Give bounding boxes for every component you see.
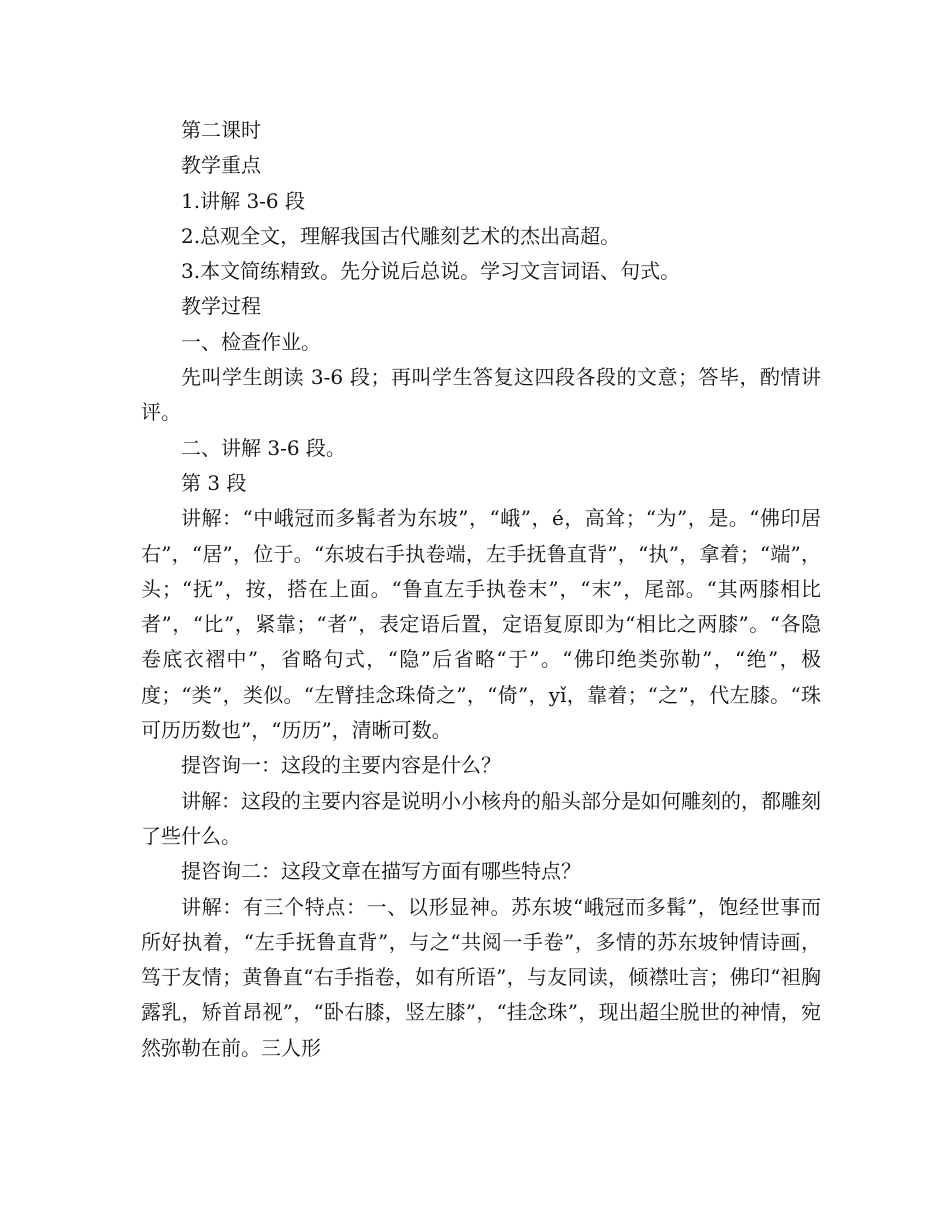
document-page [141,113,821,1066]
paragraph: 讲解：有三个特点：一、以形显神。苏东坡“峨冠而多髯”，饱经世事而所好执着，“左手抚鲁直背”，与之“共阅一手卷”，多情的苏东坡钟情诗画，笃于友情；黄鲁直“右手指卷，如有所语”，与友同读，倾襟吐言；佛印“袒胸露乳，矫首昂视”，“卧右膝，竖左膝”，“挂念珠”，现出超尘脱世的神情，宛然弥勒在前。三人形 [141,894,821,1060]
question: 提咨询二：这段文章在描写方面有哪些特点？ [181,859,581,884]
lesson-heading: 第二课时 [181,118,261,142]
paragraph: 讲解：“中峨冠而多髯者为东坡”，“峨”，é，高耸；“为”，是。“佛印居右”，“居”，位于。“东坡右手执卷端，左手抚鲁直背”，“执”，拿着；“端”，头；“抚”，按，搭在上面。“鲁直左手执卷末”，“末”，尾部。“其两膝相比者”，“比”，紧靠；“者”，表定语后置，定语复原即为“相比之两膝”。“各隐卷底衣褶中”，省略句式，“隐”后省略“于”。“佛印绝类弥勒”，“绝”，极度；“类”，类似。“左臂挂念珠倚之”，“倚”，yǐ，靠着；“之”，代左膝。“珠可历历数也”，“历历”，清晰可数。 [141,506,821,743]
section-heading-process: 教学过程 [181,294,261,319]
focus-item-3: 3.本文简练精致。先分说后总说。学习文言词语、句式。 [181,259,681,284]
paragraph: 讲解：这段的主要内容是说明小小核舟的船头部分是如何雕刻的，都雕刻了些什么。 [141,788,821,848]
focus-item-1: 1.讲解 3-6 段 [181,188,306,213]
paragraph: 先叫学生朗读 3-6 段；再叫学生答复这四段各段的文意；答毕，酌情讲评。 [141,365,821,425]
question: 提咨询一：这段的主要内容是什么？ [181,753,501,778]
focus-item-2: 2.总观全文，理解我国古代雕刻艺术的杰出高超。 [181,223,621,248]
subheading-paragraph-3: 第 3 段 [181,470,247,495]
section-heading-focus: 教学重点 [181,153,261,178]
process-step-1: 一、检查作业。 [181,329,321,354]
process-step-2: 二、讲解 3-6 段。 [181,435,346,460]
